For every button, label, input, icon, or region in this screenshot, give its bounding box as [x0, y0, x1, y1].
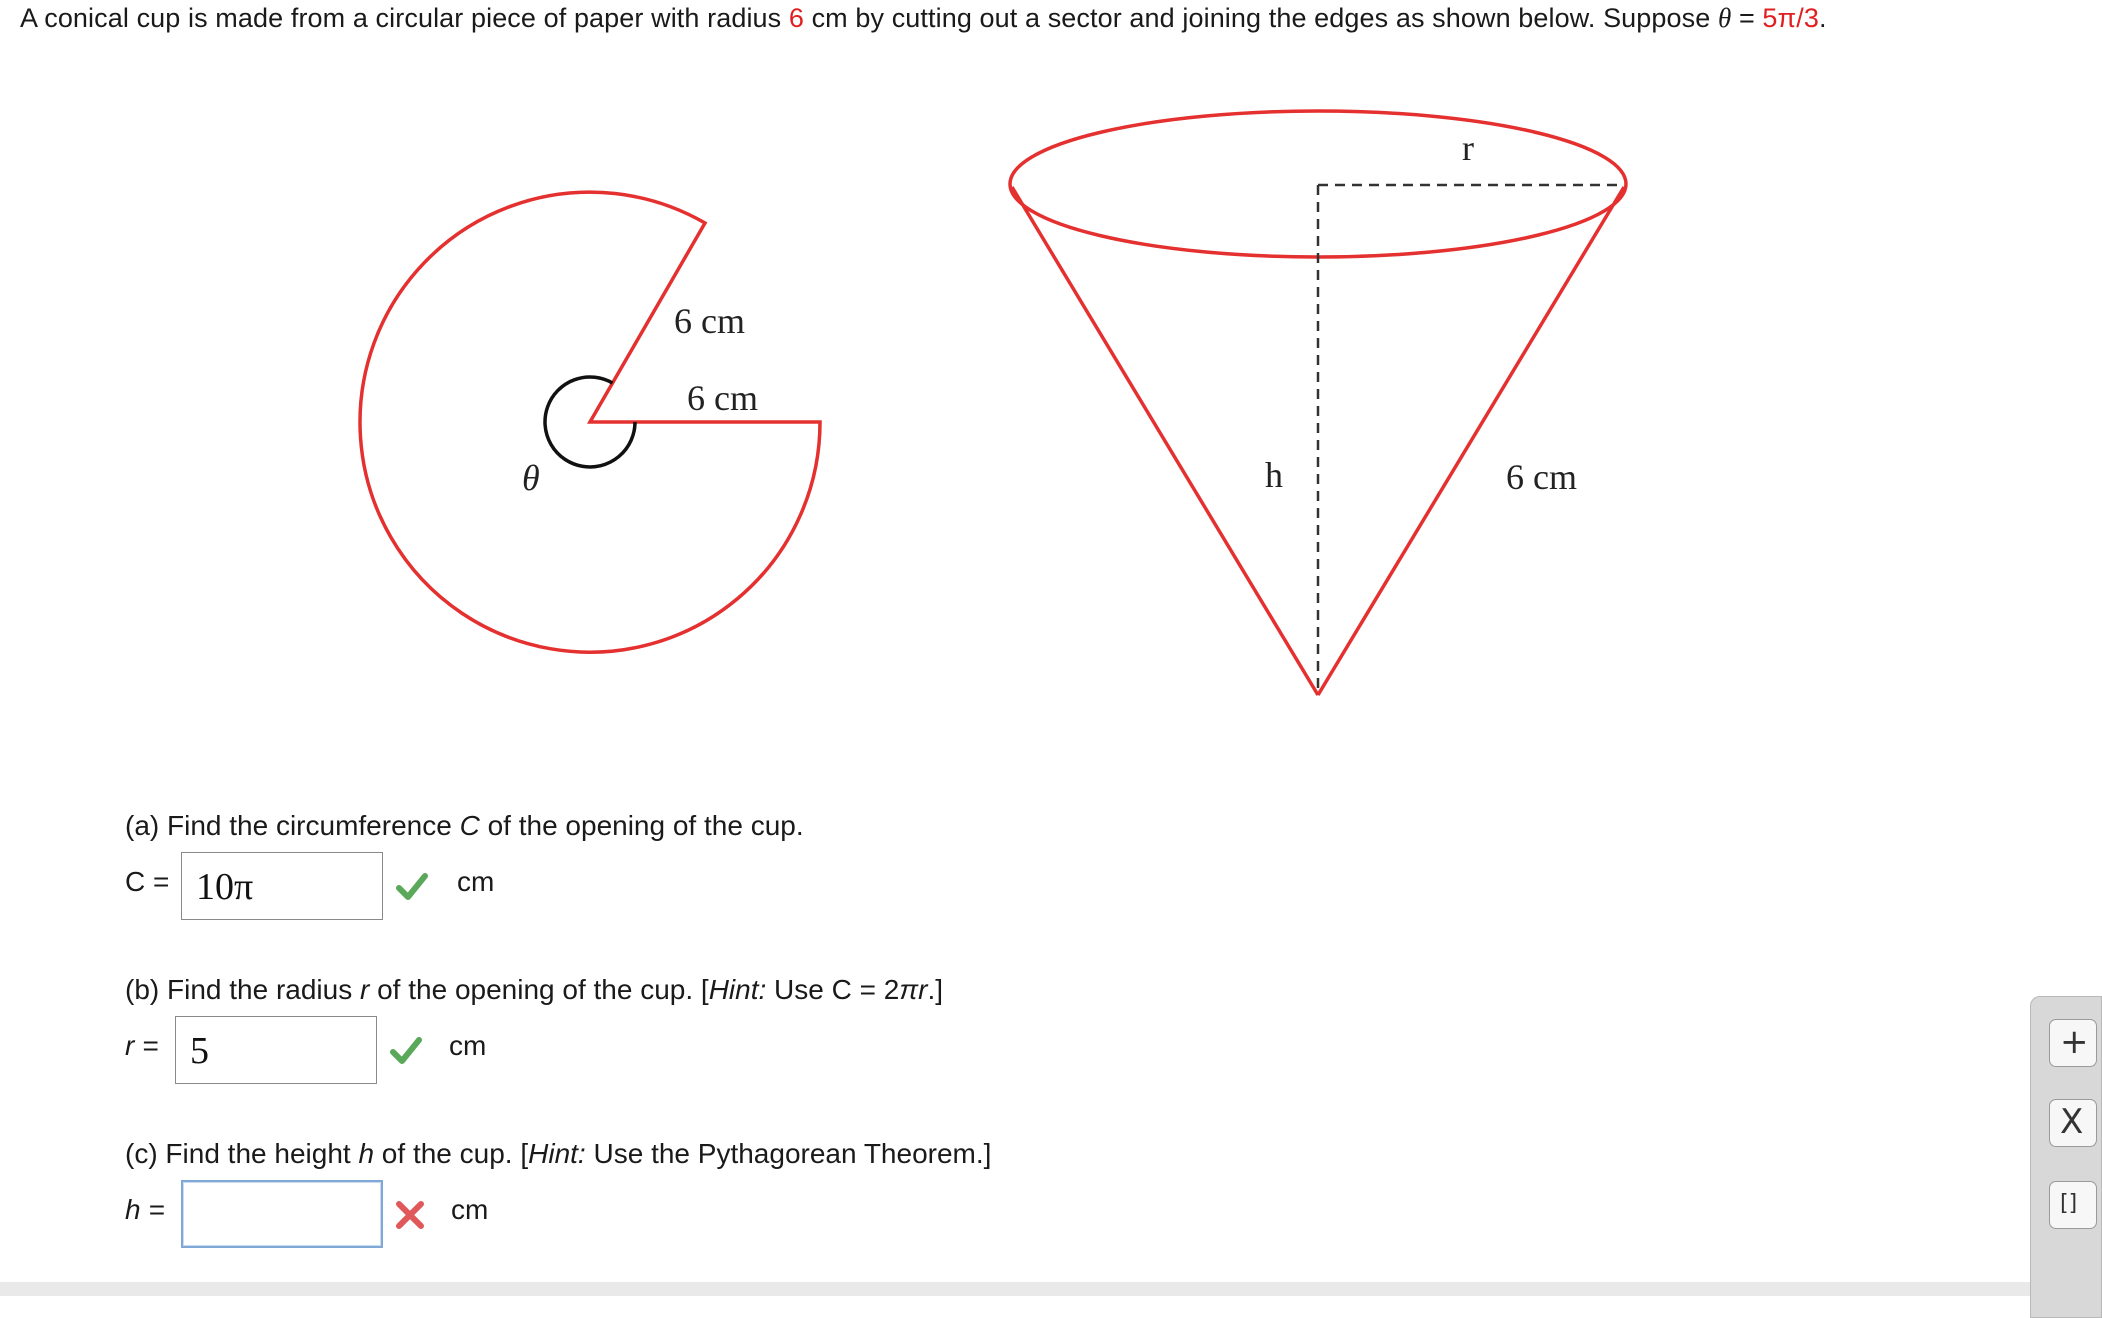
- cross-icon: [393, 1198, 427, 1232]
- part-b-prefix: (b) Find the radius: [125, 974, 360, 1005]
- part-b-var: r: [360, 974, 370, 1005]
- part-a-var: C: [459, 810, 480, 841]
- bottom-edge-strip: [0, 1282, 2030, 1296]
- sector-figure: [360, 192, 820, 652]
- check-icon: [395, 870, 429, 904]
- part-c-prefix: (c) Find the height: [125, 1138, 359, 1169]
- part-b-hint-end: .]: [927, 974, 943, 1005]
- part-b-hint-word: Hint:: [708, 974, 767, 1005]
- part-b-middle: of the opening of the cup. [: [369, 974, 709, 1005]
- part-c-unit: cm: [451, 1194, 489, 1225]
- cone-left-side: [1012, 187, 1318, 695]
- part-b-hint-formula: πr: [899, 974, 928, 1005]
- sector-lower-edge-label: 6 cm: [687, 378, 758, 418]
- part-a-unit: cm: [457, 866, 495, 897]
- sector-outline: [360, 192, 820, 652]
- radius-value: 6: [788, 3, 804, 33]
- part-a-answer-input[interactable]: 10π: [181, 852, 383, 920]
- part-c-question: [125, 1134, 991, 1174]
- problem-text-1: A conical cup is made from a circular piece of paper with radius: [20, 3, 789, 33]
- sector-upper-edge-label: 6 cm: [674, 301, 745, 341]
- part-b-hint-text: Use C = 2: [766, 974, 900, 1005]
- check-icon: [389, 1034, 423, 1068]
- part-c-hint-word: Hint:: [528, 1138, 586, 1169]
- part-c-middle: of the cup. [: [374, 1138, 529, 1169]
- part-c-var: h: [358, 1138, 375, 1169]
- part-b-answer-input[interactable]: 5: [175, 1016, 377, 1084]
- part-a-answer-label: C =: [125, 866, 170, 897]
- part-b-answer-label: r =: [125, 1030, 159, 1061]
- part-a-suffix: of the opening of the cup.: [479, 810, 804, 841]
- math-tools-panel: [2030, 996, 2102, 1318]
- cone-radius-label: r: [1462, 128, 1474, 168]
- cone-right-side: [1318, 187, 1624, 695]
- theta-symbol: θ: [1717, 3, 1732, 33]
- cone-slant-label: 6 cm: [1506, 457, 1577, 497]
- part-c-hint-text: Use the Pythagorean Theorem.]: [585, 1138, 992, 1169]
- part-a-prefix: (a) Find the circumference: [125, 810, 460, 841]
- cone-height-label: h: [1265, 455, 1283, 495]
- panel-button-plus[interactable]: +: [2049, 1019, 2097, 1067]
- part-b-unit: cm: [449, 1030, 487, 1061]
- sector-angle-label: θ: [522, 458, 540, 498]
- period: .: [1818, 3, 1827, 33]
- theta-value: 5π/3: [1762, 3, 1819, 33]
- part-a-question: [125, 806, 804, 846]
- problem-text-2: cm by cutting out a sector and joining the edges as shown below. Suppose: [803, 3, 1718, 33]
- part-b-question: [125, 970, 943, 1010]
- part-c-answer-label: h =: [125, 1194, 165, 1225]
- equals-sign: =: [1731, 3, 1763, 33]
- panel-button-fraction[interactable]: []: [2049, 1181, 2097, 1229]
- cone-figure: [1010, 111, 1626, 695]
- part-c-answer-input[interactable]: [181, 1180, 383, 1248]
- panel-button-x[interactable]: X: [2049, 1099, 2097, 1147]
